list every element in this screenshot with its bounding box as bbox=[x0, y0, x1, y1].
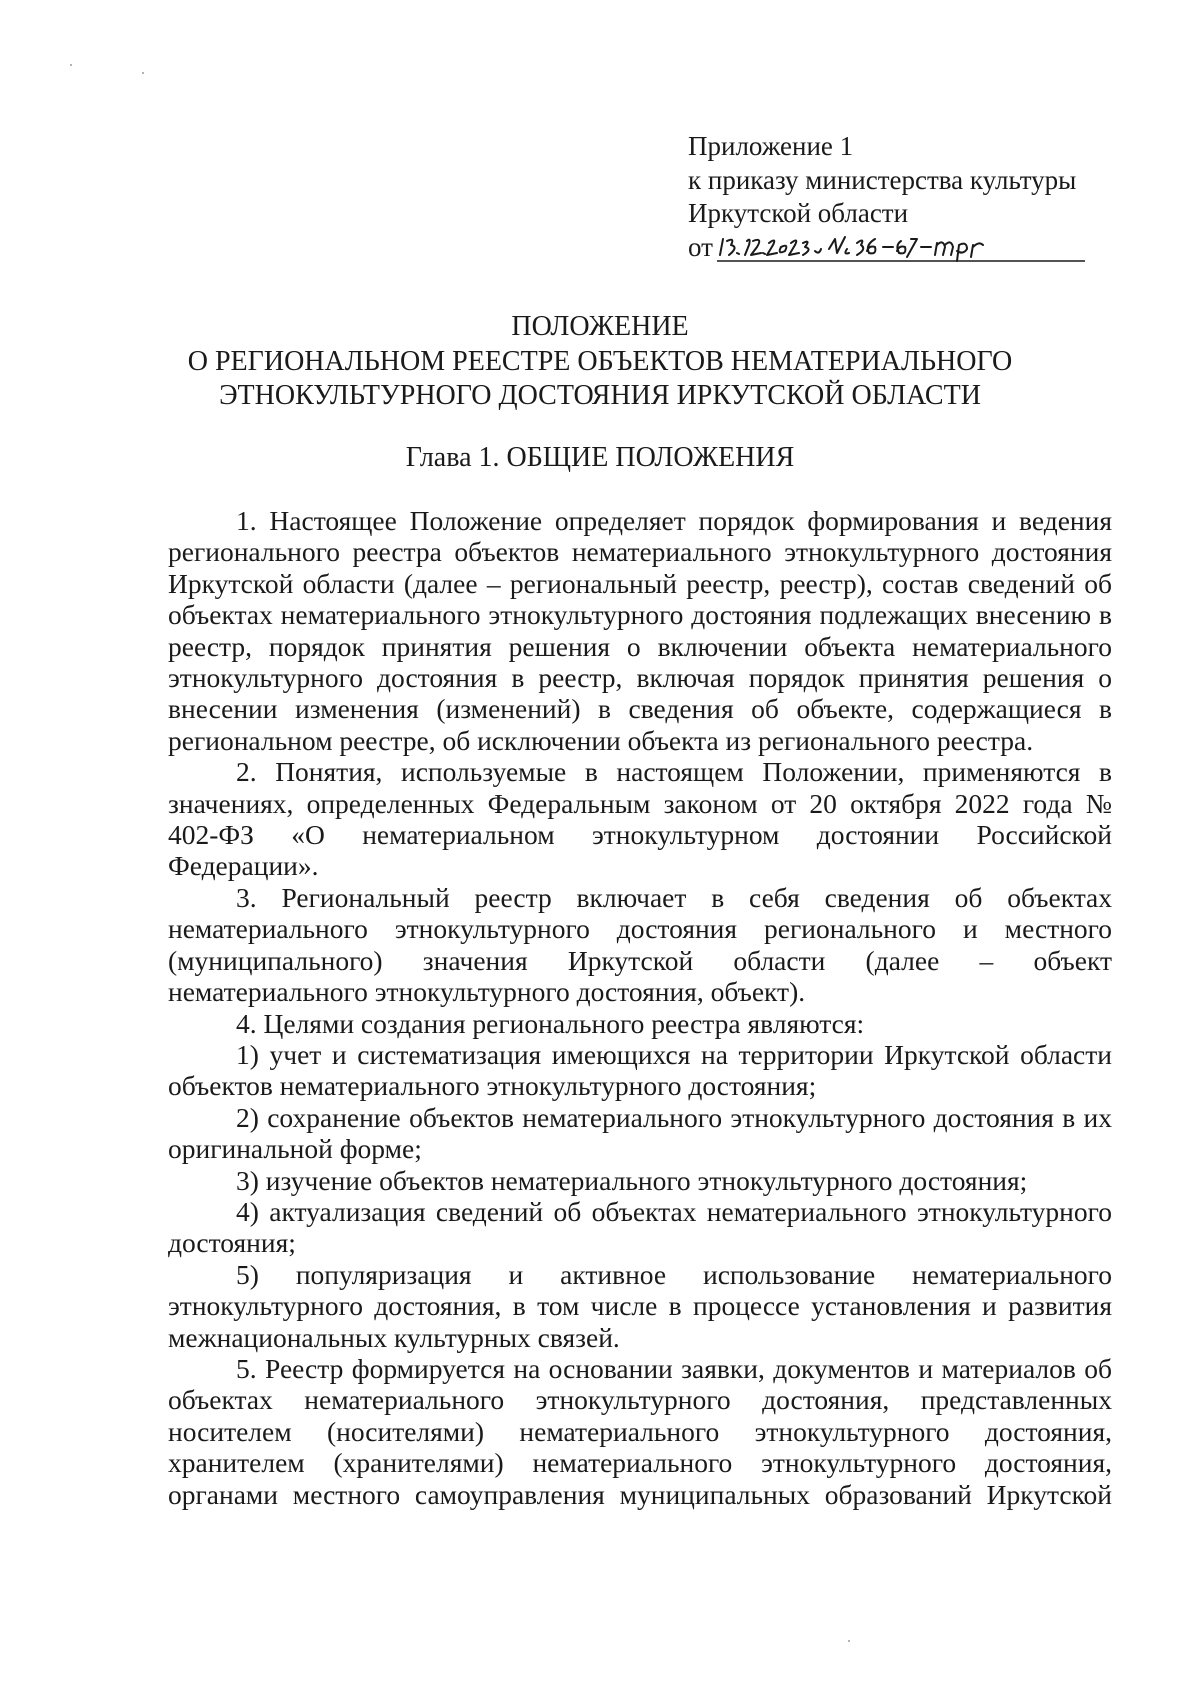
paragraph: 3. Региональный реестр включает в себя сведения об объектах нематериального этнокультурного достояния регионального и местного (муниципального) значения Иркутской области (далее – объект нематериального этнокультурного достояния, объект). bbox=[168, 881, 1112, 1008]
paragraph: 2. Понятия, используемые в настоящем Положении, применяются в значениях, определенных Федеральным законом от 20 октября 2022 года № 402-ФЗ «О нематериальном этнокультурном достоянии Российской Федерации». bbox=[168, 756, 1112, 882]
handwritten-date-signature bbox=[717, 233, 1087, 263]
document-header bbox=[688, 130, 1087, 264]
paragraph: 2) сохранение объектов нематериального этнокультурного достояния в их оригинальной форме; bbox=[168, 1101, 1112, 1165]
header-line: Приложение 1 bbox=[688, 131, 854, 161]
paragraph: 5) популяризация и активное использование нематериального этнокультурного достояния, в том числе в процессе установления и развития межнациональных культурных связей. bbox=[168, 1258, 1112, 1353]
scan-speck bbox=[70, 64, 72, 66]
chapter-heading: Глава 1. ОБЩИЕ ПОЛОЖЕНИЯ bbox=[405, 442, 795, 473]
header-line: к приказу министерства культуры bbox=[688, 164, 1077, 195]
title-line: ЭТНОКУЛЬТУРНОГО ДОСТОЯНИЯ ИРКУТСКОЙ ОБЛАСТИ bbox=[219, 380, 981, 411]
paragraph: 3) изучение объектов нематериального этнокультурного достояния; bbox=[236, 1164, 1028, 1196]
document-body bbox=[168, 505, 1112, 1510]
scan-speck bbox=[142, 72, 144, 74]
document-title bbox=[0, 310, 1200, 414]
ot-label: от bbox=[688, 231, 713, 262]
header-date-line bbox=[688, 231, 1087, 265]
paragraph: 1) учет и систематизация имеющихся на территории Иркутской области объектов нематериального этнокультурного достояния; bbox=[168, 1038, 1112, 1102]
paragraph: 4) актуализация сведений об объектах нематериального этнокультурного достояния; bbox=[168, 1195, 1112, 1259]
paragraph: 5. Реестр формируется на основании заявки, документов и материалов об объектах нематериального этнокультурного достояния, представленных носителем (носителями) нематериального этнокультурного достояния, хранителем (хранителями) нематериального этнокультурного достояния, органами местного самоуправления муниципальных образований Иркутской bbox=[168, 1352, 1112, 1510]
paragraph: 1. Настоящее Положение определяет порядок формирования и ведения регионального реестра объектов нематериального этнокультурного достояния Иркутской области (далее – региональный реестр, реестр), состав сведений об объектах нематериального этнокультурного достояния подлежащих внесению в реестр, порядок принятия решения о включении объекта нематериального этнокультурного достояния в реестр, включая порядок принятия решения о внесении изменения (изменений) в сведения об объекте, содержащиеся в региональном реестре, об исключении объекта из регионального реестра. bbox=[168, 505, 1112, 756]
paragraph: 4. Целями создания регионального реестра являются: bbox=[236, 1007, 865, 1039]
title-line: О РЕГИОНАЛЬНОМ РЕЕСТРЕ ОБЪЕКТОВ НЕМАТЕРИАЛЬНОГО bbox=[187, 345, 1013, 377]
scan-speck bbox=[848, 1640, 850, 1642]
title-line: ПОЛОЖЕНИЕ bbox=[511, 311, 689, 342]
header-line: Иркутской области bbox=[688, 198, 909, 228]
